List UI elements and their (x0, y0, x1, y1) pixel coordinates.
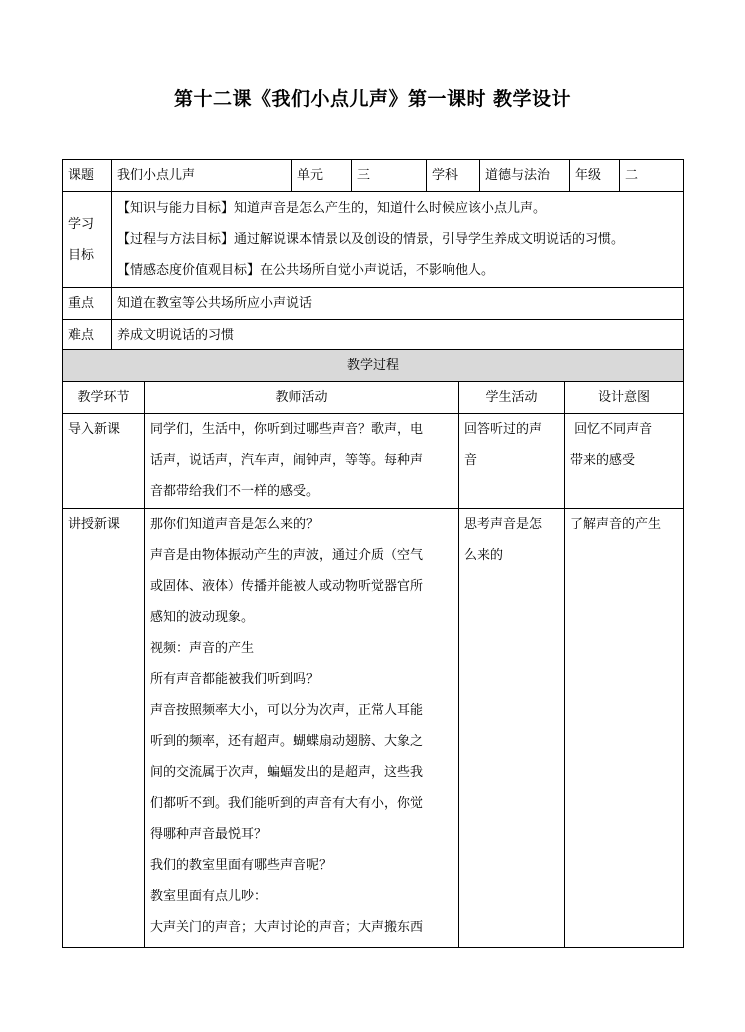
lecture-teacher-line: 视频：声音的产生 (150, 641, 255, 656)
lecture-teacher-line: 得哪种声音最悦耳？ (150, 827, 268, 842)
lesson-value: 我们小点儿声 (112, 160, 292, 192)
lecture-student (459, 509, 565, 948)
intro-intent-line: 回忆不同声音 (570, 422, 653, 437)
goals-label-line-2: 目标 (68, 247, 95, 263)
goals-label-line-1: 学习 (68, 216, 95, 232)
difficulty-label: 难点 (63, 320, 112, 352)
intro-intent (565, 414, 684, 509)
col-intent-header: 设计意图 (565, 382, 684, 414)
lecture-teacher-line: 听到的频率，还有超声。蝴蝶扇动翅膀、大象之 (150, 734, 424, 749)
intro-teacher-line: 话声，说话声，汽车声，闹钟声，等等。每种声 (150, 453, 424, 468)
goals-label (63, 192, 112, 288)
subject-value: 道德与法治 (480, 160, 570, 192)
page-title: 第十二课《我们小点儿声》第一课时 教学设计 (173, 88, 572, 110)
unit-label: 单元 (292, 160, 352, 192)
table-row (63, 414, 684, 509)
col-stage-header: 教学环节 (63, 382, 145, 414)
goal-emotion: 【情感态度价值观目标】在公共场所自觉小声说话，不影响他人。 (117, 263, 495, 278)
teaching-process-table (62, 349, 684, 948)
lecture-teacher-line: 感知的波动现象。 (150, 610, 255, 625)
lecture-intent-line: 了解声音的产生 (570, 517, 662, 532)
lesson-label: 课题 (63, 160, 112, 192)
col-student-header: 学生活动 (459, 382, 565, 414)
grade-value: 二 (620, 160, 684, 192)
grade-label: 年级 (570, 160, 620, 192)
table-row (63, 509, 684, 948)
lecture-student-line: 么来的 (464, 548, 504, 563)
difficulty-value: 养成文明说话的习惯 (112, 320, 684, 352)
lecture-teacher-line: 们都听不到。我们能听到的声音有大有小，你觉 (150, 796, 424, 811)
subject-label: 学科 (427, 160, 480, 192)
intro-stage: 导入新课 (63, 414, 145, 509)
goal-process: 【过程与方法目标】通过解说课本情景以及创设的情景，引导学生养成文明说话的习惯。 (117, 232, 625, 247)
key-value: 知道在教室等公共场所应小声说话 (112, 288, 684, 320)
key-label: 重点 (63, 288, 112, 320)
intro-student (459, 414, 565, 509)
lecture-student-line: 思考声音是怎 (464, 517, 543, 532)
lecture-teacher-line: 所有声音都能被我们听到吗？ (150, 672, 320, 687)
lecture-teacher-line: 或固体、液体）传播并能被人或动物听觉器官所 (150, 579, 424, 594)
lecture-teacher-line: 大声关门的声音；大声讨论的声音；大声搬东西 (150, 920, 424, 935)
unit-value: 三 (352, 160, 427, 192)
lecture-teacher-line: 那你们知道声音是怎么来的？ (150, 517, 320, 532)
intro-teacher (145, 414, 459, 509)
lecture-teacher-line: 间的交流属于次声，蝙蝠发出的是超声，这些我 (150, 765, 424, 780)
lecture-teacher-line: 声音按照频率大小，可以分为次声，正常人耳能 (150, 703, 424, 718)
lecture-teacher-line: 教室里面有点儿吵： (150, 889, 268, 904)
process-header: 教学过程 (63, 350, 684, 382)
lesson-info-table (62, 159, 684, 352)
intro-student-line: 回答听过的声 (464, 422, 543, 437)
goals-content (112, 192, 684, 288)
goal-knowledge: 【知识与能力目标】知道声音是怎么产生的，知道什么时候应该小点儿声。 (117, 201, 547, 216)
col-teacher-header: 教师活动 (145, 382, 459, 414)
lecture-teacher-line: 我们的教室里面有哪些声音呢？ (150, 858, 333, 873)
intro-intent-line: 带来的感受 (570, 453, 636, 468)
intro-teacher-line: 同学们，生活中，你听到过哪些声音？歌声，电 (150, 422, 424, 437)
intro-student-line: 音 (464, 453, 478, 468)
intro-teacher-line: 音都带给我们不一样的感受。 (150, 484, 320, 499)
lecture-teacher-line: 声音是由物体振动产生的声波，通过介质（空气 (150, 548, 424, 563)
lecture-intent (565, 509, 684, 948)
lecture-stage: 讲授新课 (63, 509, 145, 948)
lecture-teacher (145, 509, 459, 948)
